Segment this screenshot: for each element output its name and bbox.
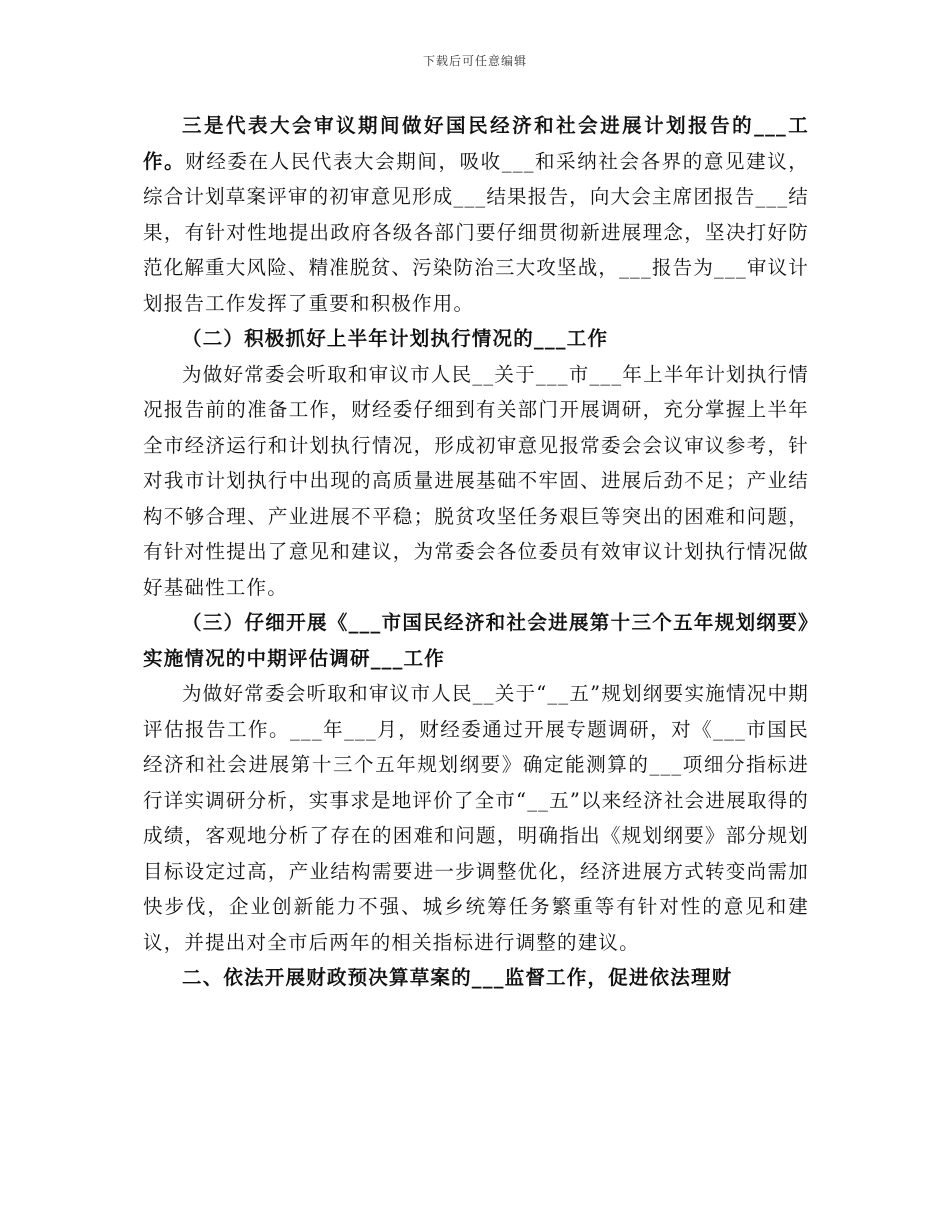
section-heading-2: （二）积极抓好上半年计划执行情况的___工作 xyxy=(182,327,609,350)
document-body xyxy=(143,108,809,996)
paragraph-representative-meeting xyxy=(143,108,809,321)
section-heading-3: （三）仔细开展《___市国民经济和社会进展第十三个五年规划纲要》实施情况的中期评估调研___工作 xyxy=(143,611,809,670)
page-header: 下载后可任意编辑 xyxy=(422,54,527,68)
paragraph-lead: 三是代表大会审议期间做好国民经济和社会进展计划报告的___工作。 xyxy=(143,114,809,173)
paragraph-half-year-plan: 为做好常委会听取和审议市人民__关于___市___年上半年计划执行情况报告前的准备工作，财经委仔细到有关部门开展调研，充分掌握上半年全市经济运行和计划执行情况，形成初审意见报常委会会议审议参考，针对我市计划执行中出现的高质量进展基础不牢固、进展后劲不足；产业结构不够合理、产业进展不平稳；脱贫攻坚任务艰巨等突出的困难和问题，有针对性提出了意见和建议，为常委会各位委员有效审议计划执行情况做好基础性工作。 xyxy=(143,362,809,599)
section-heading-part-2: 二、依法开展财政预决算草案的___监督工作，促进依法理财 xyxy=(182,966,733,989)
paragraph-text: 财经委在人民代表大会期间，吸收___和采纳社会各界的意见建议，综合计划草案评审的初审意见形成___结果报告，向大会主席团报告___结果，有针对性地提出政府各级各部门要仔细贯彻新进展理念，坚决打好防范化解重大风险、精准脱贫、污染防治三大攻坚战，___报告为___审议计划报告工作发挥了重要和积极作用。 xyxy=(143,149,810,315)
paragraph-mid-term-evaluation: 为做好常委会听取和审议市人民__关于“__五”规划纲要实施情况中期评估报告工作。___年___月，财经委通过开展专题调研，对《___市国民经济和社会进展第十三个五年规划纲要》确定能测算的___项细分指标进行详实调研分析，实事求是地评价了全市“__五”以来经济社会进展取得的成绩，客观地分析了存在的困难和问题，明确指出《规划纲要》部分规划目标设定过高，产业结构需要进一步调整优化，经济进展方式转变尚需加快步伐，企业创新能力不强、城乡统筹任务繁重等有针对性的意见和建议，并提出对全市后两年的相关指标进行调整的建议。 xyxy=(143,682,809,954)
